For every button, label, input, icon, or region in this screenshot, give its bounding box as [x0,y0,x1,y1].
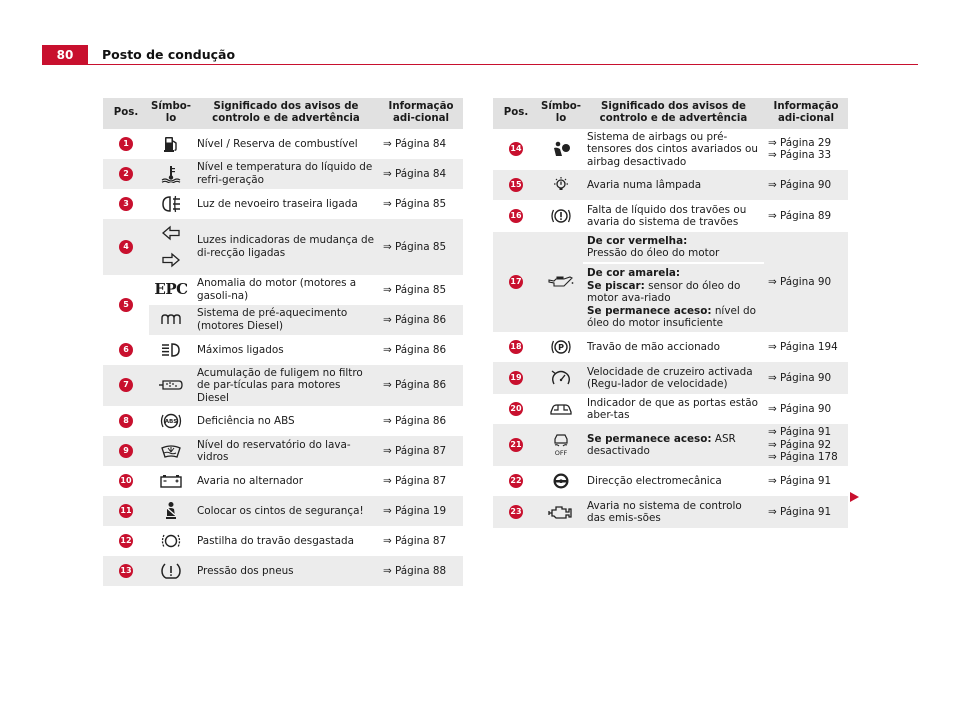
seat-belt-icon [153,501,189,521]
persist-text: nível do óleo do motor insuficiente [586,304,757,330]
page-reference[interactable]: ⇒ Página 84 [383,137,447,150]
table-row [103,129,463,159]
table-row [103,159,463,189]
position-badge: 2 [119,167,133,181]
table-row [493,362,848,394]
page-reference[interactable]: ⇒ Página 85 [383,197,447,210]
position-badge: 18 [509,340,523,354]
column-header-info: Informação adi-cional [764,98,848,129]
meaning-cell: Sistema de airbags ou pré-tensores dos cintos avariados ou airbag desactivado [583,129,764,170]
page-reference[interactable]: ⇒ Página 19 [383,504,447,517]
persist-label: Se permanece aceso: [586,432,712,445]
meaning-cell: Pressão dos pneus [193,556,379,586]
persist-text: ASR desactivado [586,432,736,458]
position-badge: 10 [119,474,133,488]
position-badge: 13 [119,564,133,578]
table-row [493,496,848,528]
page-reference[interactable]: ⇒ Página 88 [383,564,447,577]
meaning-cell: Sistema de pré-aquecimento (motores Diesel) [193,305,379,335]
table-row [103,526,463,556]
turn-signal-arrows-icon [153,224,189,270]
table-row [103,556,463,586]
page-reference[interactable]: ⇒ Página 29 [768,137,832,150]
amber-color-label: De cor amarela: [586,267,681,280]
glow-plug-icon [153,313,189,327]
column-header-pos: Pos. [103,98,149,129]
header-divider [88,64,918,65]
meaning-cell: Colocar os cintos de segurança! [193,496,379,526]
parking-brake-icon [543,338,579,356]
table-row [103,436,463,466]
meaning-cell: Avaria no alternador [193,466,379,496]
steering-wheel-icon [543,472,579,490]
table-row [493,200,848,232]
battery-icon [153,474,189,488]
page-reference[interactable]: ⇒ Página 85 [383,283,447,296]
page-reference[interactable]: ⇒ Página 90 [768,371,832,384]
position-badge: 11 [119,504,133,518]
table-row [103,466,463,496]
position-badge: 9 [119,444,133,458]
meaning-cell [583,232,764,332]
meaning-cell: Pastilha do travão desgastada [193,526,379,556]
table-header-row [493,98,848,129]
position-badge: 22 [509,474,523,488]
page-reference[interactable]: ⇒ Página 86 [383,379,447,392]
continue-arrow-icon [850,492,859,502]
warning-lights-table-right [493,98,848,528]
blink-text: sensor do óleo do motor ava-riado [586,279,741,305]
epc-icon: EPC [154,279,188,298]
position-badge: 8 [119,414,133,428]
table-row [103,275,463,305]
column-header-pos: Pos. [493,98,539,129]
page-reference[interactable]: ⇒ Página 86 [383,414,447,427]
svg-text:P: P [558,343,564,353]
table-row [493,170,848,200]
position-badge: 21 [509,438,523,452]
position-badge: 23 [509,505,523,519]
bulb-failure-icon [543,176,579,194]
position-badge: 5 [119,298,133,312]
meaning-cell: Deficiência no ABS [193,406,379,436]
coolant-temperature-icon [153,165,189,183]
table-row [493,332,848,362]
meaning-cell: Nível / Reserva de combustível [193,129,379,159]
page-reference[interactable]: ⇒ Página 86 [383,343,447,356]
page-reference[interactable]: ⇒ Página 84 [383,167,447,180]
meaning-cell: Travão de mão accionado [583,332,764,362]
page-reference[interactable]: ⇒ Página 89 [768,209,832,222]
abs-icon [153,412,189,430]
meaning-cell: Avaria numa lâmpada [583,170,764,200]
high-beam-icon [153,342,189,358]
column-header-meaning: Significado dos avisos de controlo e de advertência [193,98,379,129]
asr-off-label: OFF [554,449,568,458]
meaning-cell: Direcção electromecânica [583,466,764,496]
page-reference[interactable]: ⇒ Página 90 [768,402,832,415]
position-badge: 19 [509,371,523,385]
red-color-text: Pressão do óleo do motor [586,247,720,260]
position-badge: 1 [119,137,133,151]
position-badge: 4 [119,240,133,254]
table-header-row [103,98,463,129]
meaning-cell: Acumulação de fuligem no filtro de par-tículas para motores Diesel [193,365,379,406]
column-header-meaning: Significado dos avisos de controlo e de advertência [583,98,764,129]
page-number: 80 [42,45,88,65]
position-badge: 7 [119,378,133,392]
table-row [493,466,848,496]
page-reference[interactable]: ⇒ Página 91 [768,426,832,439]
meaning-cell: Luz de nevoeiro traseira ligada [193,189,379,219]
meaning-cell: Falta de líquido dos travões ou avaria do sistema de travões [583,200,764,232]
persist-label: Se permanece aceso: [586,304,712,317]
position-badge: 6 [119,343,133,357]
meaning-cell: Indicador de que as portas estão aber-tas [583,394,764,424]
page-reference[interactable]: ⇒ Página 87 [383,444,447,457]
abs-icon-label: ABS [164,419,178,426]
meaning-cell: Máximos ligados [193,335,379,365]
table-row [103,496,463,526]
meaning-cell: Nível do reservatório do lava-vidros [193,436,379,466]
table-row [103,305,463,335]
page-reference[interactable]: ⇒ Página 87 [383,534,447,547]
page-reference[interactable]: ⇒ Página 85 [383,240,447,253]
column-header-symbol: Símbo-lo [539,98,583,129]
table-row [493,129,848,170]
table-row [103,335,463,365]
door-open-icon [543,402,579,416]
meaning-cell: Velocidade de cruzeiro activada (Regu-lador de velocidade) [583,362,764,394]
warning-lights-table-left [103,98,463,586]
cruise-control-icon [543,369,579,387]
engine-emission-icon [543,504,579,520]
column-header-symbol: Símbo-lo [149,98,193,129]
table-row [493,394,848,424]
brake-pad-icon [153,532,189,550]
meaning-cell: Luzes indicadoras de mudança de di-recção ligadas [193,219,379,275]
meaning-cell: Avaria no sistema de controlo das emis-sões [583,496,764,528]
position-badge: 14 [509,142,523,156]
column-header-info: Informação adi-cional [379,98,463,129]
meaning-cell [583,424,764,466]
table-row [103,219,463,275]
rear-fog-light-icon [153,195,189,213]
red-color-label: De cor vermelha: [586,234,688,247]
position-badge: 3 [119,197,133,211]
page-reference[interactable]: ⇒ Página 90 [768,178,832,191]
table-row [493,232,848,332]
table-row [103,406,463,436]
oil-can-icon [543,275,579,289]
blink-label: Se piscar: [586,279,645,292]
page-reference[interactable]: ⇒ Página 90 [768,275,832,288]
airbag-icon [543,140,579,158]
position-badge: 16 [509,209,523,223]
tyre-pressure-icon [153,562,189,580]
position-badge: 20 [509,402,523,416]
particle-filter-icon [153,378,189,392]
position-badge: 15 [509,178,523,192]
table-row [103,189,463,219]
page-reference[interactable]: ⇒ Página 91 [768,474,832,487]
position-badge: 12 [119,534,133,548]
page-title: Posto de condução [102,47,236,62]
page-reference[interactable]: ⇒ Página 92 [768,438,832,451]
meaning-cell: Anomalia do motor (motores a gasoli-na) [193,275,379,305]
page-reference[interactable]: ⇒ Página 87 [383,474,447,487]
page-reference[interactable]: ⇒ Página 91 [768,505,832,518]
fuel-pump-icon [153,135,189,153]
page-reference[interactable]: ⇒ Página 194 [768,340,838,353]
brake-system-icon [543,207,579,225]
washer-fluid-icon [153,443,189,459]
page-reference[interactable]: ⇒ Página 33 [768,149,832,162]
page-reference[interactable]: ⇒ Página 86 [383,313,447,326]
asr-off-icon [543,433,579,457]
position-badge: 17 [509,275,523,289]
table-row [493,424,848,466]
page-reference[interactable]: ⇒ Página 178 [768,451,838,464]
table-row [103,365,463,406]
meaning-cell: Nível e temperatura do líquido de refri-geração [193,159,379,189]
